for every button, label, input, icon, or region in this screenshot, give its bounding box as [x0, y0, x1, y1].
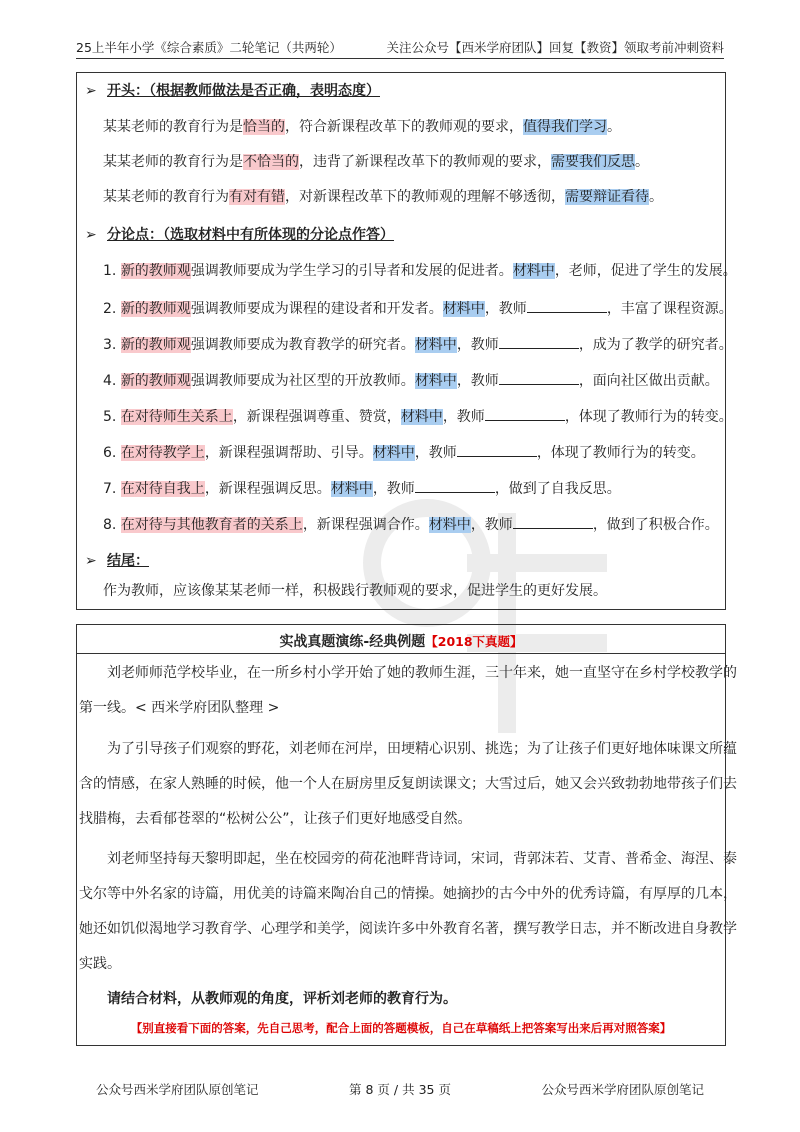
fill-blank [513, 513, 593, 529]
point-number: 2. [103, 301, 121, 317]
material-line: 找腊梅，去看郁苍翠的“松树公公”，让孩子们更好地感受自然。 [79, 811, 472, 827]
point-text: ，新课程强调反思。 [204, 481, 331, 497]
material-highlight: 材料中 [428, 517, 471, 533]
point-line [103, 405, 733, 427]
point-text: ，新课程强调帮助、引导。 [204, 445, 373, 461]
point-text: ，教师 [456, 373, 499, 389]
footer-right-text: 公众号西米学府团队原创笔记 [541, 1082, 704, 1097]
point-number: 7. [103, 481, 121, 497]
point-text: ，教师 [442, 409, 485, 425]
material-highlight: 材料中 [330, 481, 373, 497]
point-line [103, 333, 733, 355]
opening-line [103, 117, 621, 137]
heading-opening: ➢ 开头：（根据教师做法是否正确，表明态度） [85, 83, 380, 99]
heading-ending: ➢ 结尾： [85, 553, 149, 569]
point-number: 5. [103, 409, 121, 425]
point-highlight: 在对待自我上 [120, 481, 205, 497]
footer-left-text: 公众号西米学府团队原创笔记 [96, 1082, 259, 1097]
point-line [103, 477, 621, 499]
material-highlight: 材料中 [512, 263, 555, 279]
opening-text: ，符合新课程改革下的教师观的要求， [285, 119, 523, 135]
page-header [76, 38, 724, 59]
point-line [103, 261, 737, 281]
point-highlight: 新的教师观 [120, 301, 191, 317]
point-text: ，成为了教学的研究者。 [578, 337, 733, 353]
point-highlight: 在对待师生关系上 [120, 409, 233, 425]
point-highlight: 新的教师观 [120, 263, 191, 279]
arrow-bullet-icon: ➢ [85, 227, 97, 243]
point-text: 强调教师要成为课程的建设者和开发者。 [190, 301, 443, 317]
point-text: ，新课程强调尊重、赞赏， [232, 409, 401, 425]
exam-question: 请结合材料，从教师观的角度，评析刘老师的教育行为。 [107, 991, 457, 1007]
point-text: ，教师 [372, 481, 415, 497]
point-line [103, 441, 705, 463]
attitude-highlight: 不恰当的 [243, 154, 299, 170]
fill-blank [499, 369, 579, 385]
material-highlight: 材料中 [414, 373, 457, 389]
point-text: ，面向社区做出贡献。 [578, 373, 719, 389]
point-highlight: 新的教师观 [120, 337, 191, 353]
conclusion-highlight: 需要我们反思 [551, 154, 635, 170]
opening-text: 。 [607, 119, 621, 135]
material-line: 她还如饥似渴地学习教育学、心理学和美学，阅读许多中外教育名著，撰写教学日志，并不断改进自身教学 [79, 921, 737, 937]
point-number: 6. [103, 445, 121, 461]
point-text: ，丰富了课程资源。 [606, 301, 733, 317]
material-line: 刘老师坚持每天黎明即起，坐在校园旁的荷花池畔背诗词，宋词，背郭沫若、艾青、普希金、海涅、泰 [107, 851, 737, 867]
point-text: ，新课程强调合作。 [302, 517, 429, 533]
material-highlight: 材料中 [414, 337, 457, 353]
material-highlight: 材料中 [372, 445, 415, 461]
fill-blank [457, 441, 537, 457]
material-highlight: 材料中 [400, 409, 443, 425]
point-text: 强调教师要成为学生学习的引导者和发展的促进者。 [190, 263, 513, 279]
point-number: 8. [103, 517, 121, 533]
point-text: 强调教师要成为教育教学的研究者。 [190, 337, 415, 353]
point-line [103, 297, 733, 319]
point-number: 4. [103, 373, 121, 389]
point-text: ，教师 [414, 445, 457, 461]
page-footer [76, 1080, 724, 1100]
point-number: 3. [103, 337, 121, 353]
fill-blank [527, 297, 607, 313]
conclusion-highlight: 值得我们学习 [523, 119, 607, 135]
conclusion-highlight: 需要辩证看待 [565, 189, 649, 205]
attitude-highlight: 恰当的 [243, 119, 285, 135]
point-line [103, 369, 719, 391]
opening-text: ，对新课程改革下的教师观的理解不够透彻， [285, 189, 565, 205]
point-text: ，做到了积极合作。 [592, 517, 719, 533]
point-text: ，教师 [484, 301, 527, 317]
material-line: 实践。 [79, 956, 121, 972]
material-highlight: 材料中 [442, 301, 485, 317]
fill-blank [415, 477, 495, 493]
material-line: 为了引导孩子们观察的野花，刘老师在河岸，田埂精心识别、挑选；为了让孩子们更好地体味课文所蕴 [107, 741, 737, 757]
opening-line [103, 152, 649, 172]
point-number: 1. [103, 263, 121, 279]
material-line: 刘老师师范学校毕业，在一所乡村小学开始了她的教师生涯，三十年来，她一直坚守在乡村学校教学的 [107, 665, 737, 681]
point-text: ，做到了自我反思。 [494, 481, 621, 497]
arrow-bullet-icon: ➢ [85, 83, 97, 99]
ending-line: 作为教师，应该像某某老师一样，积极践行教师观的要求，促进学生的更好发展。 [103, 583, 607, 599]
point-text: ，体现了教师行为的转变。 [536, 445, 705, 461]
exam-year-tag: 【2018下真题】 [425, 634, 523, 649]
opening-text: 某某老师的教育行为是 [103, 119, 243, 135]
arrow-bullet-icon: ➢ [85, 553, 97, 569]
exam-question-box [76, 624, 737, 1046]
material-line: 戈尔等中外名家的诗篇，用优美的诗篇来陶冶自己的情操。她摘抄的古今中外的优秀诗篇，有厚厚的几本， [79, 886, 737, 902]
point-text: ，教师 [456, 337, 499, 353]
material-line: 第一线。< 西米学府团队整理 > [79, 700, 280, 716]
point-text: ，体现了教师行为的转变。 [564, 409, 733, 425]
point-highlight: 新的教师观 [120, 373, 191, 389]
attitude-highlight: 有对有错 [229, 189, 285, 205]
fill-blank [485, 405, 565, 421]
exam-title: 实战真题演练-经典例题【2018下真题】 [279, 634, 523, 650]
opening-text: 。 [649, 189, 663, 205]
point-highlight: 在对待与其他教育者的关系上 [120, 517, 303, 533]
point-text: 强调教师要成为社区型的开放教师。 [190, 373, 415, 389]
point-line [103, 513, 719, 535]
opening-line [103, 187, 663, 207]
header-left-text: 25上半年小学《综合素质》二轮笔记（共两轮） [76, 40, 342, 55]
point-highlight: 在对待教学上 [120, 445, 205, 461]
heading-points: ➢ 分论点：（选取材料中有所体现的分论点作答） [85, 227, 394, 243]
point-text: ，教师 [470, 517, 513, 533]
material-line: 含的情感，在家人熟睡的时候，他一个人在厨房里反复朗读课文；大雪过后，她又会兴致勃勃地带孩子们去 [79, 776, 737, 792]
opening-text: 某某老师的教育行为 [103, 189, 229, 205]
answer-template-box [76, 72, 737, 610]
header-right-text: 关注公众号【西米学府团队】回复【教资】领取考前冲刺资料 [386, 40, 724, 55]
fill-blank [499, 333, 579, 349]
answer-warning: 【别直接看下面的答案，先自己思考，配合上面的答题模板，自己在草稿纸上把答案写出来后再对照答案】 [130, 1021, 672, 1035]
opening-text: 。 [635, 154, 649, 170]
opening-text: 某某老师的教育行为是 [103, 154, 243, 170]
point-text: ，老师，促进了学生的发展。 [554, 263, 737, 279]
opening-text: ，违背了新课程改革下的教师观的要求， [299, 154, 551, 170]
page-number: 第 8 页 / 共 35 页 [349, 1082, 451, 1097]
